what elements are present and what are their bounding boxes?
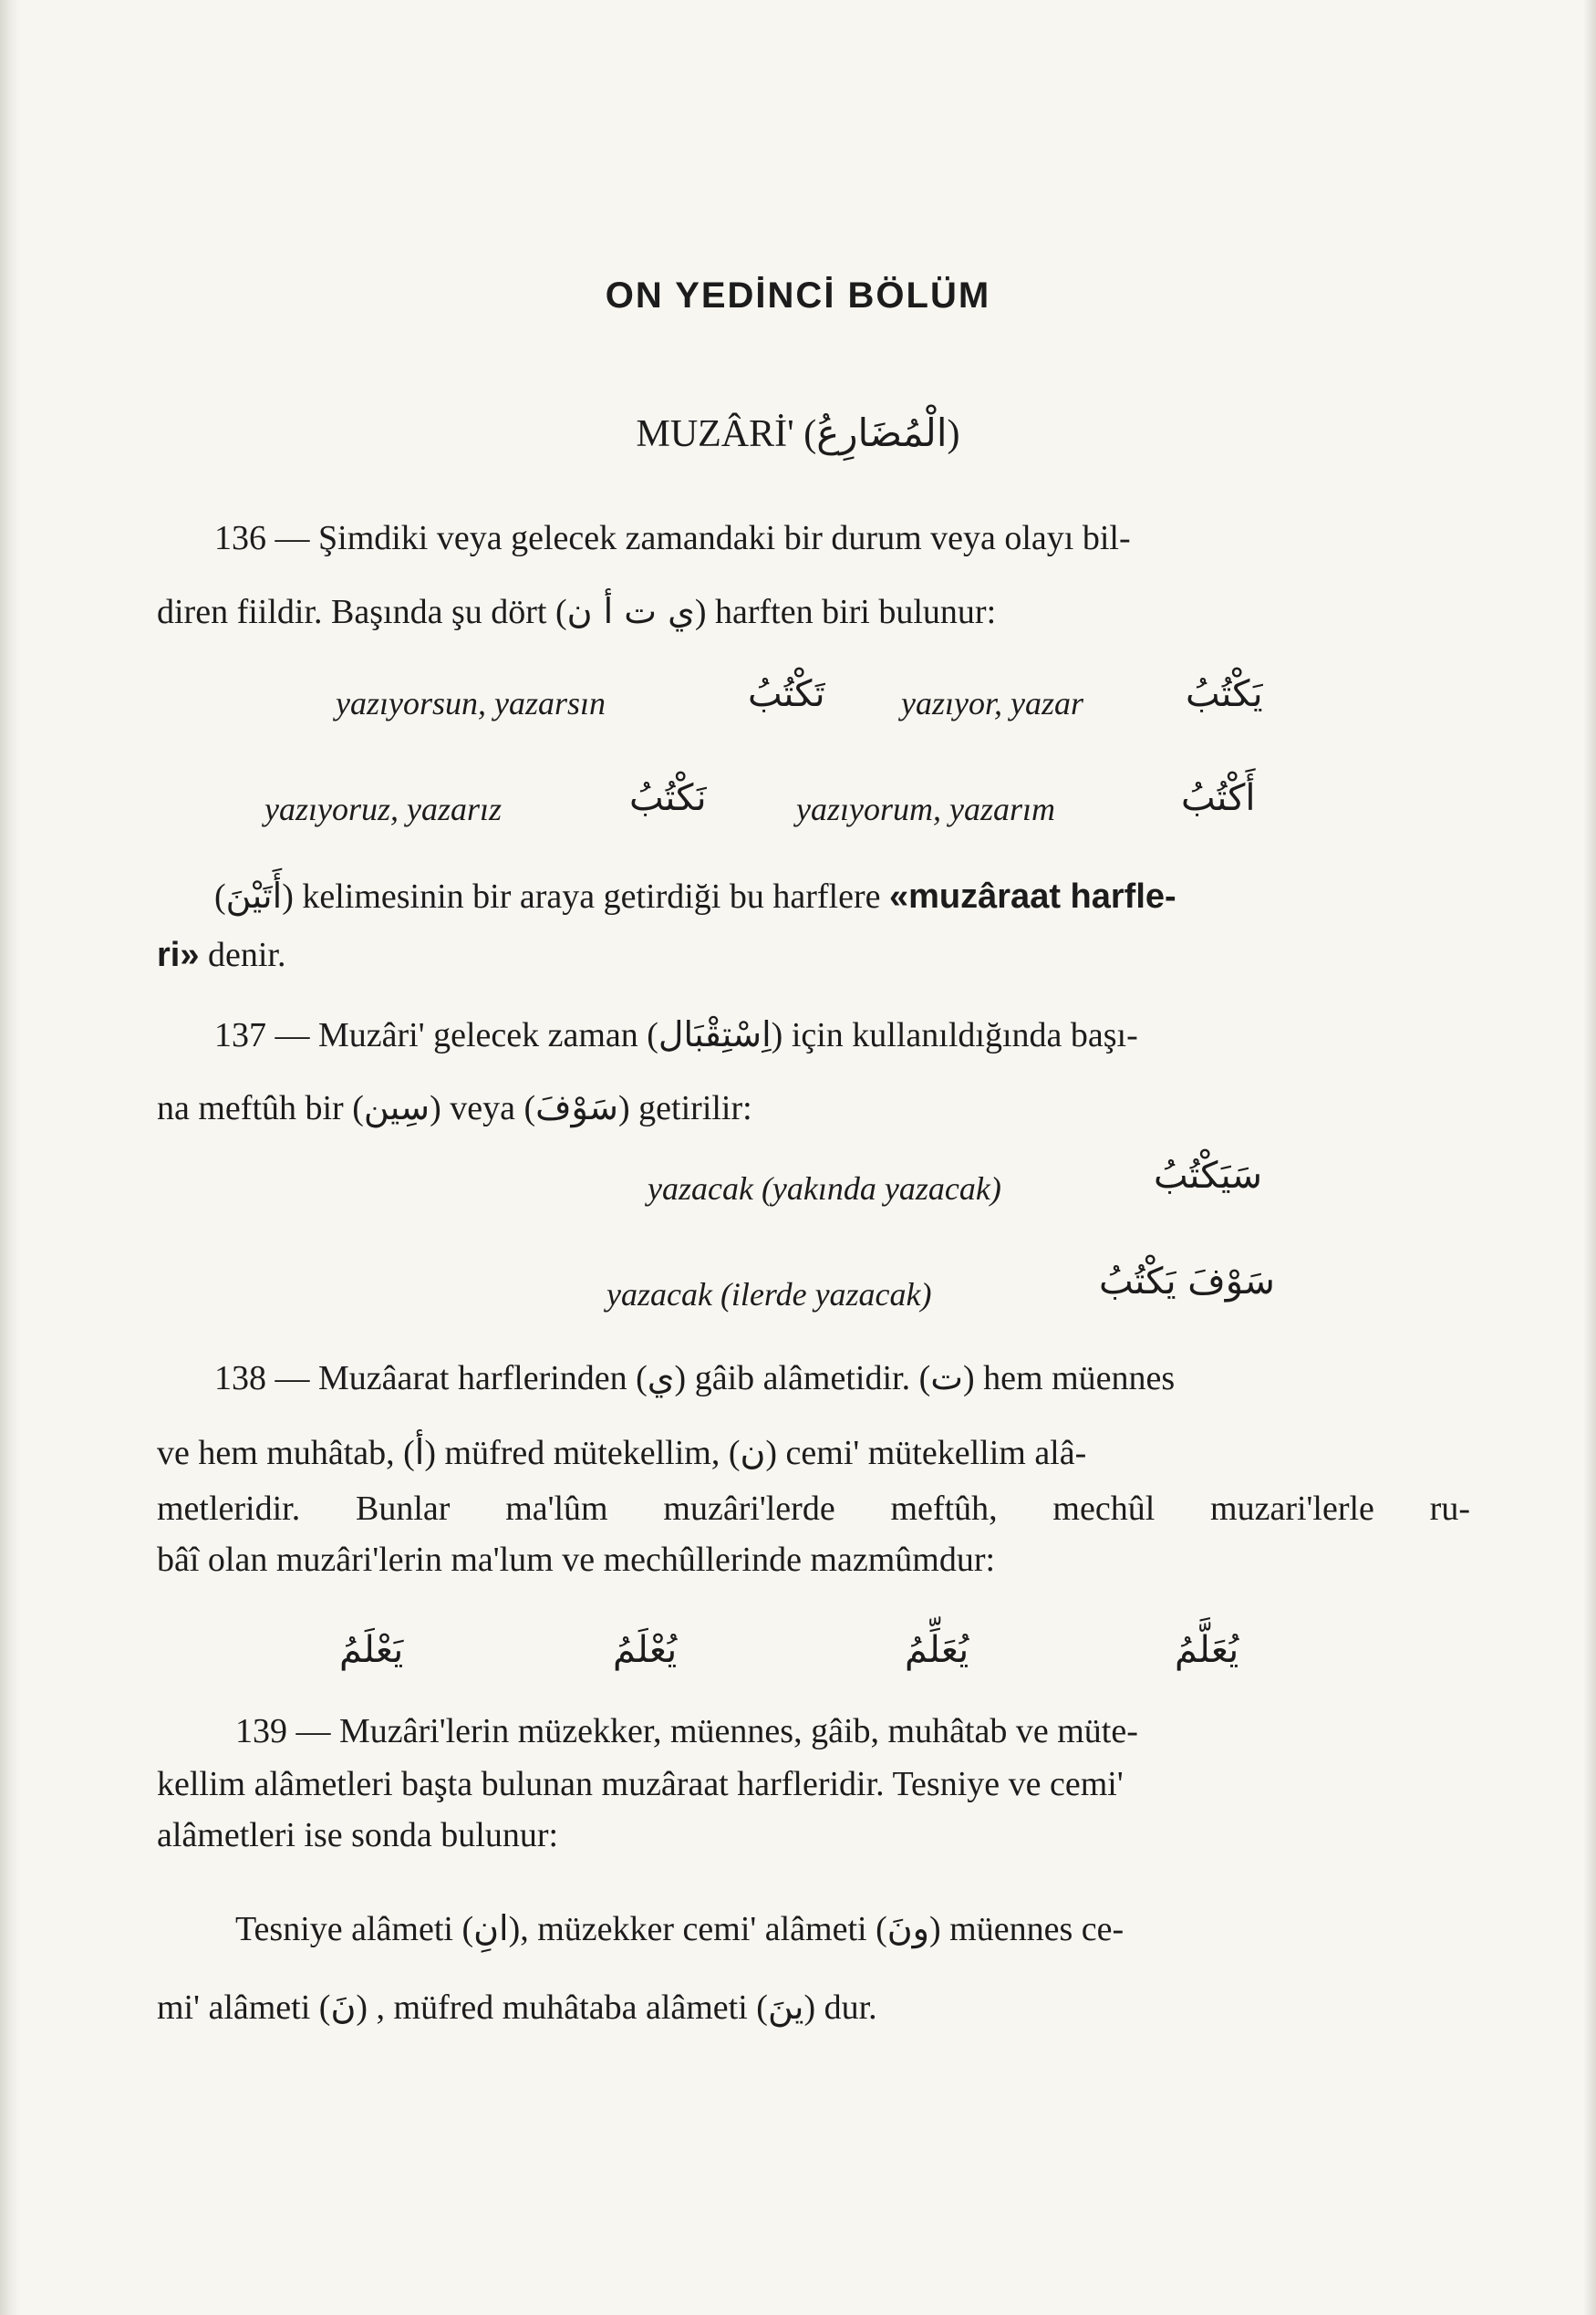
p139-t2-mid: ) , müfred muhâtaba alâmeti ( [356, 1988, 768, 2027]
page-edge-left [0, 0, 20, 2315]
example-tr: yazacak (ilerde yazacak) [606, 1276, 932, 1313]
example-ar: نَكْتُبُ [629, 777, 707, 819]
p136-note-end: denir. [199, 936, 286, 974]
example-ar: أَكْتُبُ [1181, 777, 1256, 819]
example-ar: سَوْفَ يَكْتُبُ [1099, 1261, 1275, 1303]
p138-line2-mid: ) müfred mütekellim, ( [424, 1434, 741, 1472]
p136-letters-arabic: ي ت أ ن [566, 591, 695, 631]
p137-line1-post: ) için kullanıldığında başı- [771, 1016, 1138, 1054]
p138-line1-mid: ) gâib alâmetidir. ( [674, 1359, 931, 1397]
example-tr: yazıyorum, yazarım [796, 791, 1055, 827]
p139-t1-post: ) müennes ce- [929, 1910, 1124, 1948]
an-arabic: انِ [473, 1908, 509, 1948]
na-arabic: نَ [330, 1987, 357, 2027]
p136-note-bold2: ri» [157, 936, 200, 974]
example-tr: yazıyoruz, yazarız [264, 791, 502, 827]
note-word-arabic: أَتَيْنَ [225, 876, 283, 916]
p139-t2-pre: mi' alâmeti ( [157, 1988, 331, 2027]
p137-line2-post: ) getirilir: [618, 1089, 752, 1127]
p139-t2-post: ) dur. [803, 1988, 877, 2027]
alif-arabic: أ [414, 1432, 425, 1472]
p139-line2: kellim alâmetleri başta bulunan muzâraat harfleridir. Tesniye ve cemi' [157, 1765, 1124, 1803]
ina-arabic: ينَ [767, 1987, 804, 2027]
p137-line1-pre: 137 — Muzâri' gelecek zaman ( [214, 1016, 658, 1054]
section-title-latin: MUZÂRİ' [636, 413, 794, 455]
section-title: MUZÂRİ' (الْمُضَارِعُ) [636, 410, 960, 455]
example-tr: yazıyor, yazar [901, 685, 1083, 721]
section-title-arabic: الْمُضَارِعُ [816, 410, 948, 455]
p138-line2 [157, 1432, 1086, 1473]
example-ar: تَكْتُبُ [748, 673, 825, 715]
sawfa-arabic: سَوْفَ [535, 1087, 619, 1127]
nun-arabic: ن [740, 1432, 766, 1472]
p136-line2 [157, 591, 996, 632]
ta-arabic: ت [930, 1357, 964, 1397]
form-arabic: يَعْلَمُ [339, 1629, 404, 1671]
example-ar: سَيَكْتُبُ [1154, 1155, 1263, 1197]
form-arabic: يُعَلِّمُ [905, 1629, 969, 1671]
una-arabic: ونَ [886, 1908, 930, 1948]
form-arabic: يُعَلَّمُ [1175, 1629, 1239, 1671]
p137-line2-mid: ) veya ( [430, 1089, 536, 1127]
page-edge-right [1583, 0, 1596, 2315]
p137-line2 [157, 1087, 752, 1128]
p138-line4: bâî olan muzâri'lerin ma'lum ve mechûllerinde mazmûmdur: [157, 1541, 996, 1579]
ya-arabic: ي [647, 1357, 675, 1397]
p139-line3: alâmetleri ise sonda bulunur: [157, 1816, 559, 1854]
p138-line2-pre: ve hem muhâtab, ( [157, 1434, 415, 1472]
p139-t1-mid: ), müzekker cemi' alâmeti ( [508, 1910, 887, 1948]
p136-note-bold: «muzâraat harfle- [889, 877, 1176, 916]
p139-tesniye-line2 [157, 1987, 877, 2028]
p138-line3: metleridir. Bunlar ma'lûm muzâri'lerde meftûh, mechûl muzari'lerle ru- [157, 1490, 1470, 1528]
chapter-title: ON YEDİNCİ BÖLÜM [605, 275, 991, 316]
p138-line1-pre: 138 — Muzâarat harflerinden ( [214, 1359, 648, 1397]
p137-line2-pre: na meftûh bir ( [157, 1089, 364, 1127]
p136-note-mid: kelimesinin bir araya getirdiği bu harflere [293, 877, 889, 916]
example-tr: yazıyorsun, yazarsın [336, 685, 606, 721]
form-arabic: يُعْلَمُ [613, 1629, 678, 1671]
example-tr: yazacak (yakında yazacak) [648, 1170, 1001, 1207]
p136-line2-post: ) harften biri bulunur: [694, 593, 997, 631]
p137-line1 [214, 1014, 1138, 1055]
p136-note-line2 [157, 935, 285, 975]
sin-arabic: سِين [363, 1087, 430, 1127]
p139-line1: 139 — Muzâri'lerin müzekker, müennes, gâib, muhâtab ve müte- [235, 1712, 1138, 1750]
p138-line2-post: ) cemi' mütekellim alâ- [765, 1434, 1087, 1472]
p136-line2-pre: diren fiildir. Başında şu dört ( [157, 593, 567, 631]
p139-t1-pre: Tesniye alâmeti ( [235, 1910, 474, 1948]
p139-tesniye-line1 [235, 1908, 1124, 1949]
future-arabic: اِسْتِقْبَال [658, 1014, 772, 1054]
p138-line1-post: ) hem müennes [963, 1359, 1176, 1397]
p138-line1 [214, 1357, 1175, 1398]
p136-line1: 136 — Şimdiki veya gelecek zamandaki bir durum veya olayı bil- [214, 519, 1131, 557]
p136-note-line1: (أَتَيْنَ) kelimesinin bir araya getirdiği bu harflere «muzâraat harfle- [214, 876, 1176, 916]
example-ar: يَكْتُبُ [1186, 673, 1263, 715]
